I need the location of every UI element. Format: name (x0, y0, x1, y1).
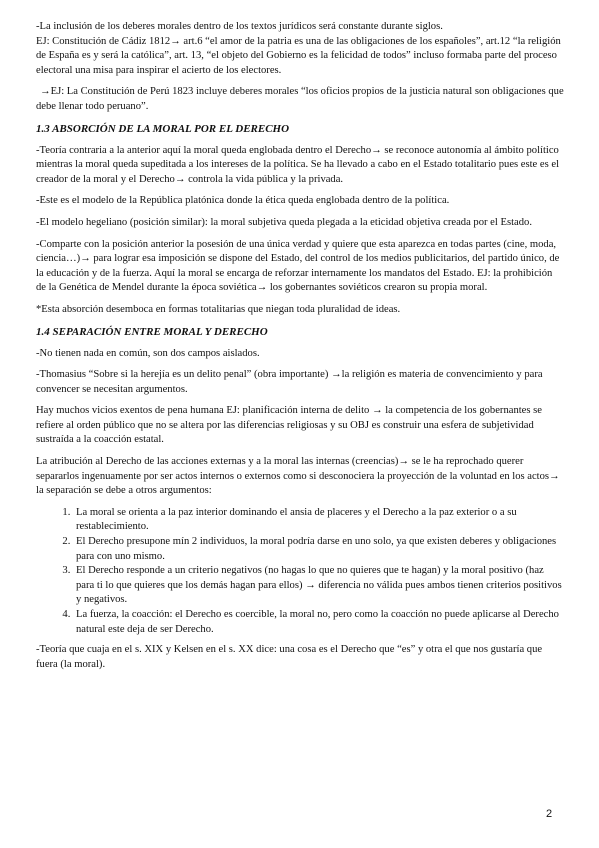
paragraph-unica-verdad: -Comparte con la posición anterior la posesión de una única verdad y quiere que esta aparezca en todas partes (cine, moda, ciencia…)→ para lograr esa imposición se dispone del Estado, del control de los medios publicitarios, del partido único, de la educación y de la fuerza. Aquí la moral se encarga de reforzar internamente los mandatos del Estado. EJ: la prohibición de la Genética de Mendel durante la época soviética→ los gobernantes soviéticos crearon su propia moral. (36, 238, 560, 294)
list-item: 4. La fuerza, la coacción: el Derecho es coercible, la moral no, pero como la coacción no puede aplicarse al Derecho natural este deja de ser Derecho. (73, 608, 564, 637)
list-item: 3. El Derecho responde a un criterio negativos (no hagas lo que no quieres que te hagan) y la moral positivo (haz para ti lo que quieres que los demás hagan para ellos) → diferencia no válida pues ambos tienen criterios positivos y negativos. (73, 564, 564, 608)
paragraph-teoria-contraria: -Teoría contraria a la anterior aquí la moral queda englobada dentro el Derecho→ se reconoce autonomía al ámbito político mientras la moral queda supeditada a los intereses de la política. Se ha llevado a cabo en el Estado totalitario pues este es el creador de la moral y el Derecho→ controla la vida pública y la privada. (36, 144, 560, 185)
paragraph-vicios-exentos: Hay muchos vicios exentos de pena humana EJ: planificación interna de delito → la competencia de los gobernantes se refiere al orden público que no se altera por las diferencias religiosas y su OBJ es construir una esfera de subjetividad sustraída a la coacción estatal. (36, 405, 542, 446)
paragraph-republica-platonica: -Este es el modelo de la República platónica donde la ética queda englobada dentro de la política. (36, 195, 450, 207)
paragraph-campos-aislados: -No tienen nada en común, son dos campos aislados. (36, 347, 260, 359)
list-item: 1. La moral se orienta a la paz interior dominando el ansia de placeres y el Derecho a la paz exterior o a su restablecimiento. (73, 506, 564, 535)
page-number: 2 (546, 808, 553, 820)
paragraph-thomasius: -Thomasius “Sobre si la herejía es un delito penal” (obra importante) →la religión es materia de convencimiento y para convencer se necesitan argumentos. (36, 369, 543, 395)
paragraph-modelo-hegeliano: -El modelo hegeliano (posición similar): la moral subjetiva queda plegada a la eticidad objetiva creada por el Estado. (36, 216, 532, 228)
paragraph-kelsen: -Teoría que cuaja en el s. XIX y Kelsen en el s. XX dice: una cosa es el Derecho que “es” y otra el que nos gustaría que fuera (la moral). (36, 644, 543, 670)
document-page (36, 20, 564, 679)
section-heading-1-3: 1.3 ABSORCIÓN DE LA MORAL POR EL DERECHO (36, 122, 290, 135)
paragraph-absorcion-totalitaria: *Esta absorción desemboca en formas totalitarias que niegan toda pluralidad de ideas. (36, 303, 401, 315)
paragraph-cadiz-example: EJ: Constitución de Cádiz 1812→ art.6 “el amor de la patria es una de las obligaciones de los españoles”, art.12 “la religión de España es y será la católica”, art. 13, “el objeto del Gobierno es la felicidad de todos” incluso formaba parte del proceso electoral una misa para inspirar el acierto de los electores. (36, 35, 561, 76)
paragraph-atribucion: La atribución al Derecho de las acciones externas y a la moral las internas (creencias)→ se le ha reprochado querer separarlos ingenuamente por ser actos internos o externos como si desconociera la proyección de la voluntad en los actos→ la separación se debe a otros argumentos: (36, 456, 560, 497)
paragraph-peru-example: →EJ: La Constitución de Perú 1823 incluye deberes morales “los oficios propios de la justicia natural son obligaciones que debe llenar todo peruano”. (36, 86, 564, 112)
argument-list (36, 506, 564, 637)
paragraph-inclusion: -La inclusión de los deberes morales dentro de los textos jurídicos será constante durante siglos. (36, 21, 443, 32)
list-item: 2. El Derecho presupone mín 2 individuos, la moral podría darse en uno solo, ya que existen deberes y obligaciones para con uno mismo. (73, 535, 564, 564)
section-heading-1-4: 1.4 SEPARACIÓN ENTRE MORAL Y DERECHO (36, 325, 268, 338)
